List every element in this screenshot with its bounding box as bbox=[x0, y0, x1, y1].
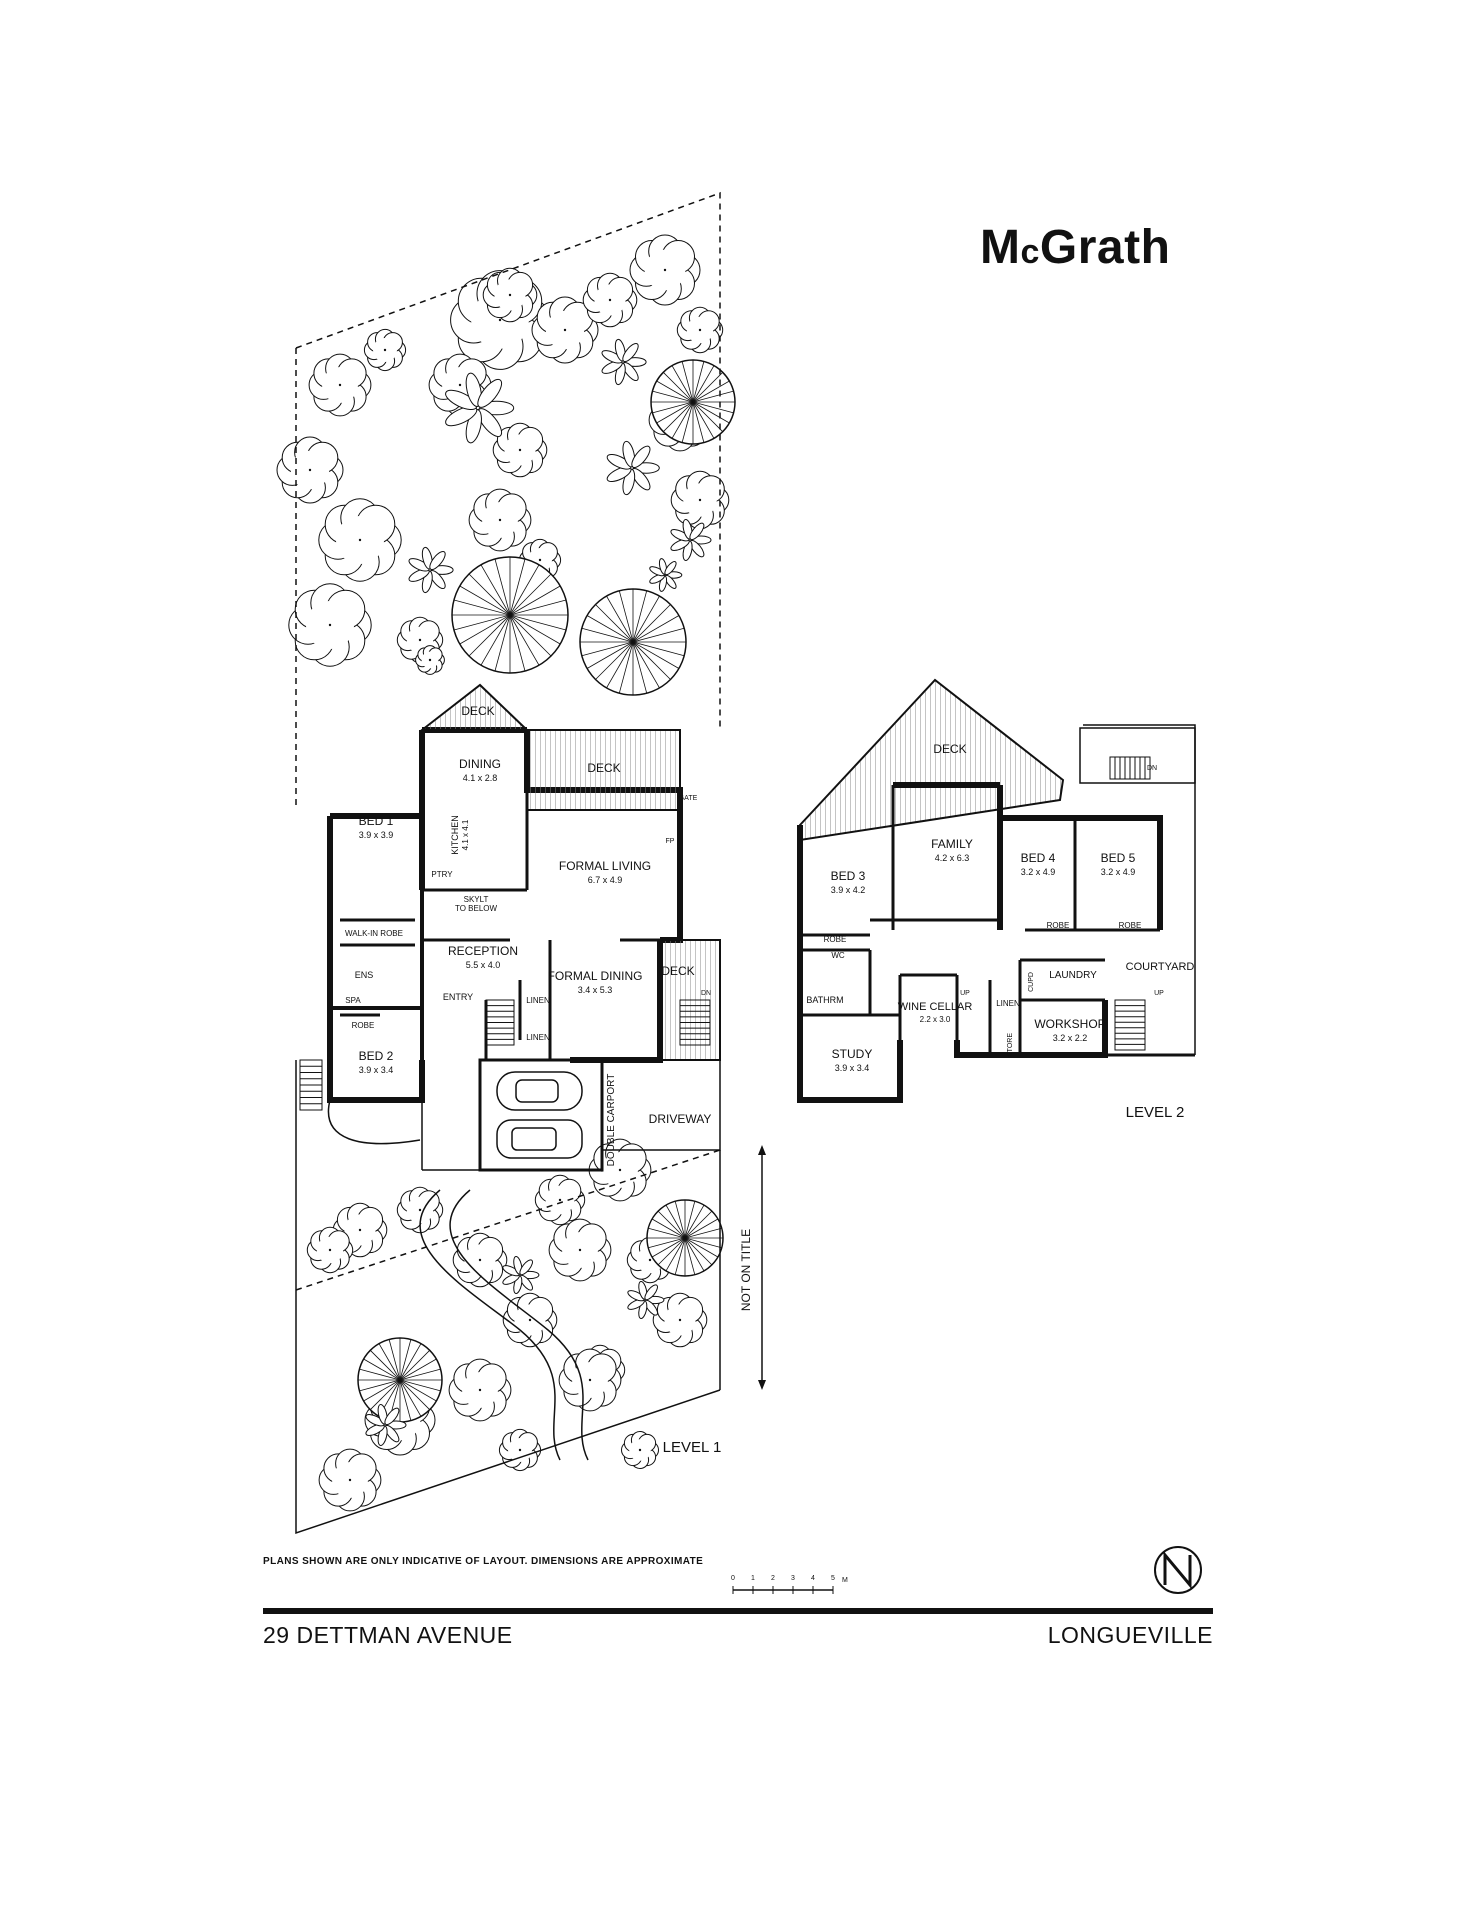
level1-room-dining bbox=[459, 757, 501, 783]
tree-icon bbox=[469, 489, 531, 551]
room-dimensions: 3.2 x 4.9 bbox=[1020, 867, 1056, 877]
tree-icon bbox=[453, 1233, 507, 1287]
tree-icon bbox=[630, 235, 700, 305]
level1-title: LEVEL 1 bbox=[662, 1439, 722, 1456]
level2-room-bed5 bbox=[1101, 851, 1136, 877]
room-name: COURTYARD bbox=[1125, 961, 1195, 973]
room-dimensions: 4.2 x 6.3 bbox=[934, 853, 970, 863]
up-label: UP bbox=[960, 990, 970, 997]
north-arrow-icon bbox=[1155, 1547, 1201, 1593]
scale-tick-label: 2 bbox=[771, 1575, 775, 1582]
level2-title: LEVEL 2 bbox=[1125, 1104, 1185, 1121]
scale-unit: M bbox=[842, 1577, 848, 1584]
room-name: LINEN bbox=[526, 1033, 550, 1042]
room-name: BATHRM bbox=[806, 995, 844, 1005]
level1-room-spa bbox=[345, 996, 361, 1005]
tree-icon bbox=[499, 1429, 540, 1470]
up-label: UP bbox=[1154, 990, 1164, 997]
level2-room-deck bbox=[933, 742, 966, 756]
room-dimensions: TO BELOW bbox=[454, 904, 498, 913]
room-name: ROBE bbox=[351, 1021, 375, 1030]
level2-room-wc bbox=[831, 951, 845, 960]
level2-room-family bbox=[931, 837, 973, 863]
tree-icon bbox=[583, 273, 637, 327]
level2-room-wine bbox=[898, 1001, 973, 1024]
plant-icon bbox=[407, 546, 453, 593]
room-dimensions: 6.7 x 4.9 bbox=[587, 875, 623, 885]
room-name: BED 5 bbox=[1100, 851, 1136, 865]
level2-room-linen bbox=[996, 999, 1020, 1008]
level1-room-deck_right bbox=[587, 761, 620, 775]
level2-room-study bbox=[832, 1047, 873, 1073]
room-name: DECK bbox=[661, 964, 695, 978]
level2-room-robe3 bbox=[824, 935, 847, 944]
level1-room-formal_living bbox=[559, 859, 651, 885]
tree-icon bbox=[452, 557, 568, 673]
scale-tick-label: 0 bbox=[731, 1575, 735, 1582]
room-name: ROBE bbox=[1046, 921, 1070, 930]
room-name: BED 1 bbox=[358, 814, 394, 828]
room-name: LAUNDRY bbox=[1049, 970, 1097, 981]
room-dimensions: 4.1 x 2.8 bbox=[462, 773, 498, 783]
level2-room-courtyard bbox=[1126, 961, 1195, 973]
level1-room-skylight bbox=[455, 895, 498, 913]
room-name: CUPD bbox=[1028, 972, 1035, 992]
brand-logo-part: Grath bbox=[1039, 221, 1171, 274]
staircase bbox=[486, 1000, 514, 1045]
scale-tick-label: 3 bbox=[791, 1575, 795, 1582]
level2-room-cupd bbox=[1028, 972, 1035, 992]
level2-room-store bbox=[1007, 1033, 1014, 1057]
address-suburb: LONGUEVILLE bbox=[1047, 1622, 1213, 1648]
room-name: STUDY bbox=[831, 1047, 873, 1061]
level2-room-laundry bbox=[1049, 970, 1097, 981]
tree-icon bbox=[535, 1175, 584, 1224]
level2-room-bed4 bbox=[1021, 851, 1056, 877]
room-dimensions: 3.9 x 3.9 bbox=[358, 830, 394, 840]
disclaimer-text: PLANS SHOWN ARE ONLY INDICATIVE OF LAYOUT. DIMENSIONS ARE APPROXIMATE bbox=[263, 1556, 704, 1567]
dn-label: DN bbox=[1146, 765, 1158, 772]
room-dimensions: 3.9 x 3.4 bbox=[834, 1063, 870, 1073]
room-name: LINEN bbox=[526, 996, 550, 1005]
brand-logo-part: M bbox=[980, 221, 1021, 274]
room-name: FAMILY bbox=[931, 837, 973, 851]
level1-room-deck_lower bbox=[661, 964, 694, 978]
level2-room-robe4 bbox=[1047, 921, 1070, 930]
plant-icon bbox=[600, 338, 646, 385]
room-dimensions: 3.2 x 4.9 bbox=[1100, 867, 1136, 877]
room-name: DECK bbox=[933, 742, 967, 756]
room-name: DECK bbox=[461, 704, 495, 718]
plant-icon bbox=[605, 440, 659, 495]
room-name: BED 2 bbox=[358, 1049, 394, 1063]
tree-icon bbox=[364, 329, 405, 370]
level1-room-driveway bbox=[649, 1112, 712, 1126]
tree-icon bbox=[622, 1432, 659, 1469]
tree-icon bbox=[449, 1359, 511, 1421]
room-name: BED 3 bbox=[830, 869, 866, 883]
scale-tick-label: 5 bbox=[831, 1575, 835, 1582]
tree-icon bbox=[289, 584, 371, 666]
level2-room-bed3 bbox=[831, 869, 866, 895]
tree-icon bbox=[319, 499, 401, 581]
tree-icon bbox=[319, 1449, 381, 1511]
level1-room-reception bbox=[448, 944, 518, 970]
fp-label: FP bbox=[665, 838, 675, 845]
tree-icon bbox=[307, 1227, 352, 1272]
arrow-head-icon bbox=[758, 1145, 766, 1155]
room-name: WORKSHOP bbox=[1034, 1017, 1106, 1031]
car-icon bbox=[497, 1120, 582, 1158]
level1-room-ens bbox=[355, 970, 374, 980]
room-dimensions: 4.1 x 4.1 bbox=[461, 819, 470, 851]
room-name: SKYLT bbox=[463, 895, 489, 904]
room-name: DECK bbox=[587, 761, 621, 775]
room-name: LINEN bbox=[996, 999, 1020, 1008]
scale-ticks bbox=[731, 1575, 848, 1594]
room-name: ROBE bbox=[1118, 921, 1142, 930]
room-name: WC bbox=[831, 951, 845, 960]
level1-room-kitchen bbox=[450, 815, 470, 855]
address-street: 29 DETTMAN AVENUE bbox=[263, 1622, 513, 1648]
level1-room-carport bbox=[606, 1074, 617, 1167]
room-name: DINING bbox=[459, 757, 501, 771]
room-name: ROBE bbox=[823, 935, 847, 944]
tree-icon bbox=[549, 1219, 611, 1281]
level1-room-entry bbox=[443, 992, 473, 1002]
tree-icon bbox=[416, 646, 445, 675]
level1-room-formal_dining bbox=[548, 969, 643, 995]
level1-room-linen2 bbox=[526, 1033, 550, 1042]
room-name: PTRY bbox=[431, 870, 453, 879]
footer-rule bbox=[263, 1608, 1213, 1614]
tree-icon bbox=[647, 1200, 723, 1276]
level1-room-linen1 bbox=[526, 996, 550, 1005]
room-name: BED 4 bbox=[1020, 851, 1056, 865]
room-dimensions: 3.9 x 3.4 bbox=[358, 1065, 394, 1075]
level1-room-ptry bbox=[431, 870, 453, 879]
tree-icon bbox=[559, 1349, 621, 1411]
dn-label: DN bbox=[700, 990, 712, 997]
room-dimensions: 2.2 x 3.0 bbox=[919, 1015, 951, 1024]
level1-room-robe bbox=[352, 1021, 375, 1030]
room-name: KITCHEN bbox=[450, 815, 460, 855]
tree-icon bbox=[483, 268, 537, 322]
level1-room-bed2 bbox=[359, 1049, 394, 1075]
scale-tick-label: 1 bbox=[751, 1575, 755, 1582]
level2-room-robe5 bbox=[1119, 921, 1142, 930]
plant-icon bbox=[649, 558, 682, 592]
brand-logo-part: c bbox=[1020, 233, 1040, 271]
room-name: SPA bbox=[345, 996, 361, 1005]
room-name: DOUBLE CARPORT bbox=[606, 1073, 617, 1167]
room-name: STORE bbox=[1007, 1033, 1014, 1057]
tree-icon bbox=[651, 360, 735, 444]
room-dimensions: 3.4 x 5.3 bbox=[577, 985, 613, 995]
room-name: WALK-IN ROBE bbox=[345, 929, 403, 938]
not-on-title-label: NOT ON TITLE bbox=[739, 1228, 753, 1312]
tree-icon bbox=[277, 437, 343, 503]
car-icon bbox=[497, 1072, 582, 1110]
gate-label: GATE bbox=[678, 795, 698, 802]
staircase bbox=[300, 1060, 322, 1110]
room-name: RECEPTION bbox=[447, 944, 519, 958]
tree-icon bbox=[358, 1338, 442, 1422]
room-name: WINE CELLAR bbox=[897, 1001, 973, 1013]
arrow-head-icon bbox=[758, 1380, 766, 1390]
level2-room-bathrm bbox=[806, 995, 843, 1005]
level1-room-deck_top bbox=[461, 704, 494, 718]
room-name: FORMAL DINING bbox=[547, 969, 643, 983]
level2-stair-landing bbox=[1080, 728, 1195, 783]
room-name: ENTRY bbox=[442, 992, 474, 1002]
level1-room-bed1 bbox=[359, 814, 394, 840]
staircase bbox=[1110, 757, 1150, 779]
room-name: ENS bbox=[354, 970, 374, 980]
room-dimensions: 3.2 x 2.2 bbox=[1052, 1033, 1088, 1043]
level2-room-workshop bbox=[1034, 1017, 1105, 1043]
room-name: DRIVEWAY bbox=[648, 1112, 712, 1126]
staircase bbox=[1115, 1000, 1145, 1050]
scale-tick-label: 4 bbox=[811, 1575, 815, 1582]
room-name: FORMAL LIVING bbox=[558, 859, 652, 873]
tree-icon bbox=[677, 307, 722, 352]
level1-room-walkin bbox=[345, 929, 403, 938]
room-dimensions: 3.9 x 4.2 bbox=[830, 885, 866, 895]
garden-path bbox=[328, 1100, 420, 1144]
room-dimensions: 5.5 x 4.0 bbox=[465, 960, 501, 970]
tree-icon bbox=[309, 354, 371, 416]
tree-icon bbox=[580, 589, 686, 695]
